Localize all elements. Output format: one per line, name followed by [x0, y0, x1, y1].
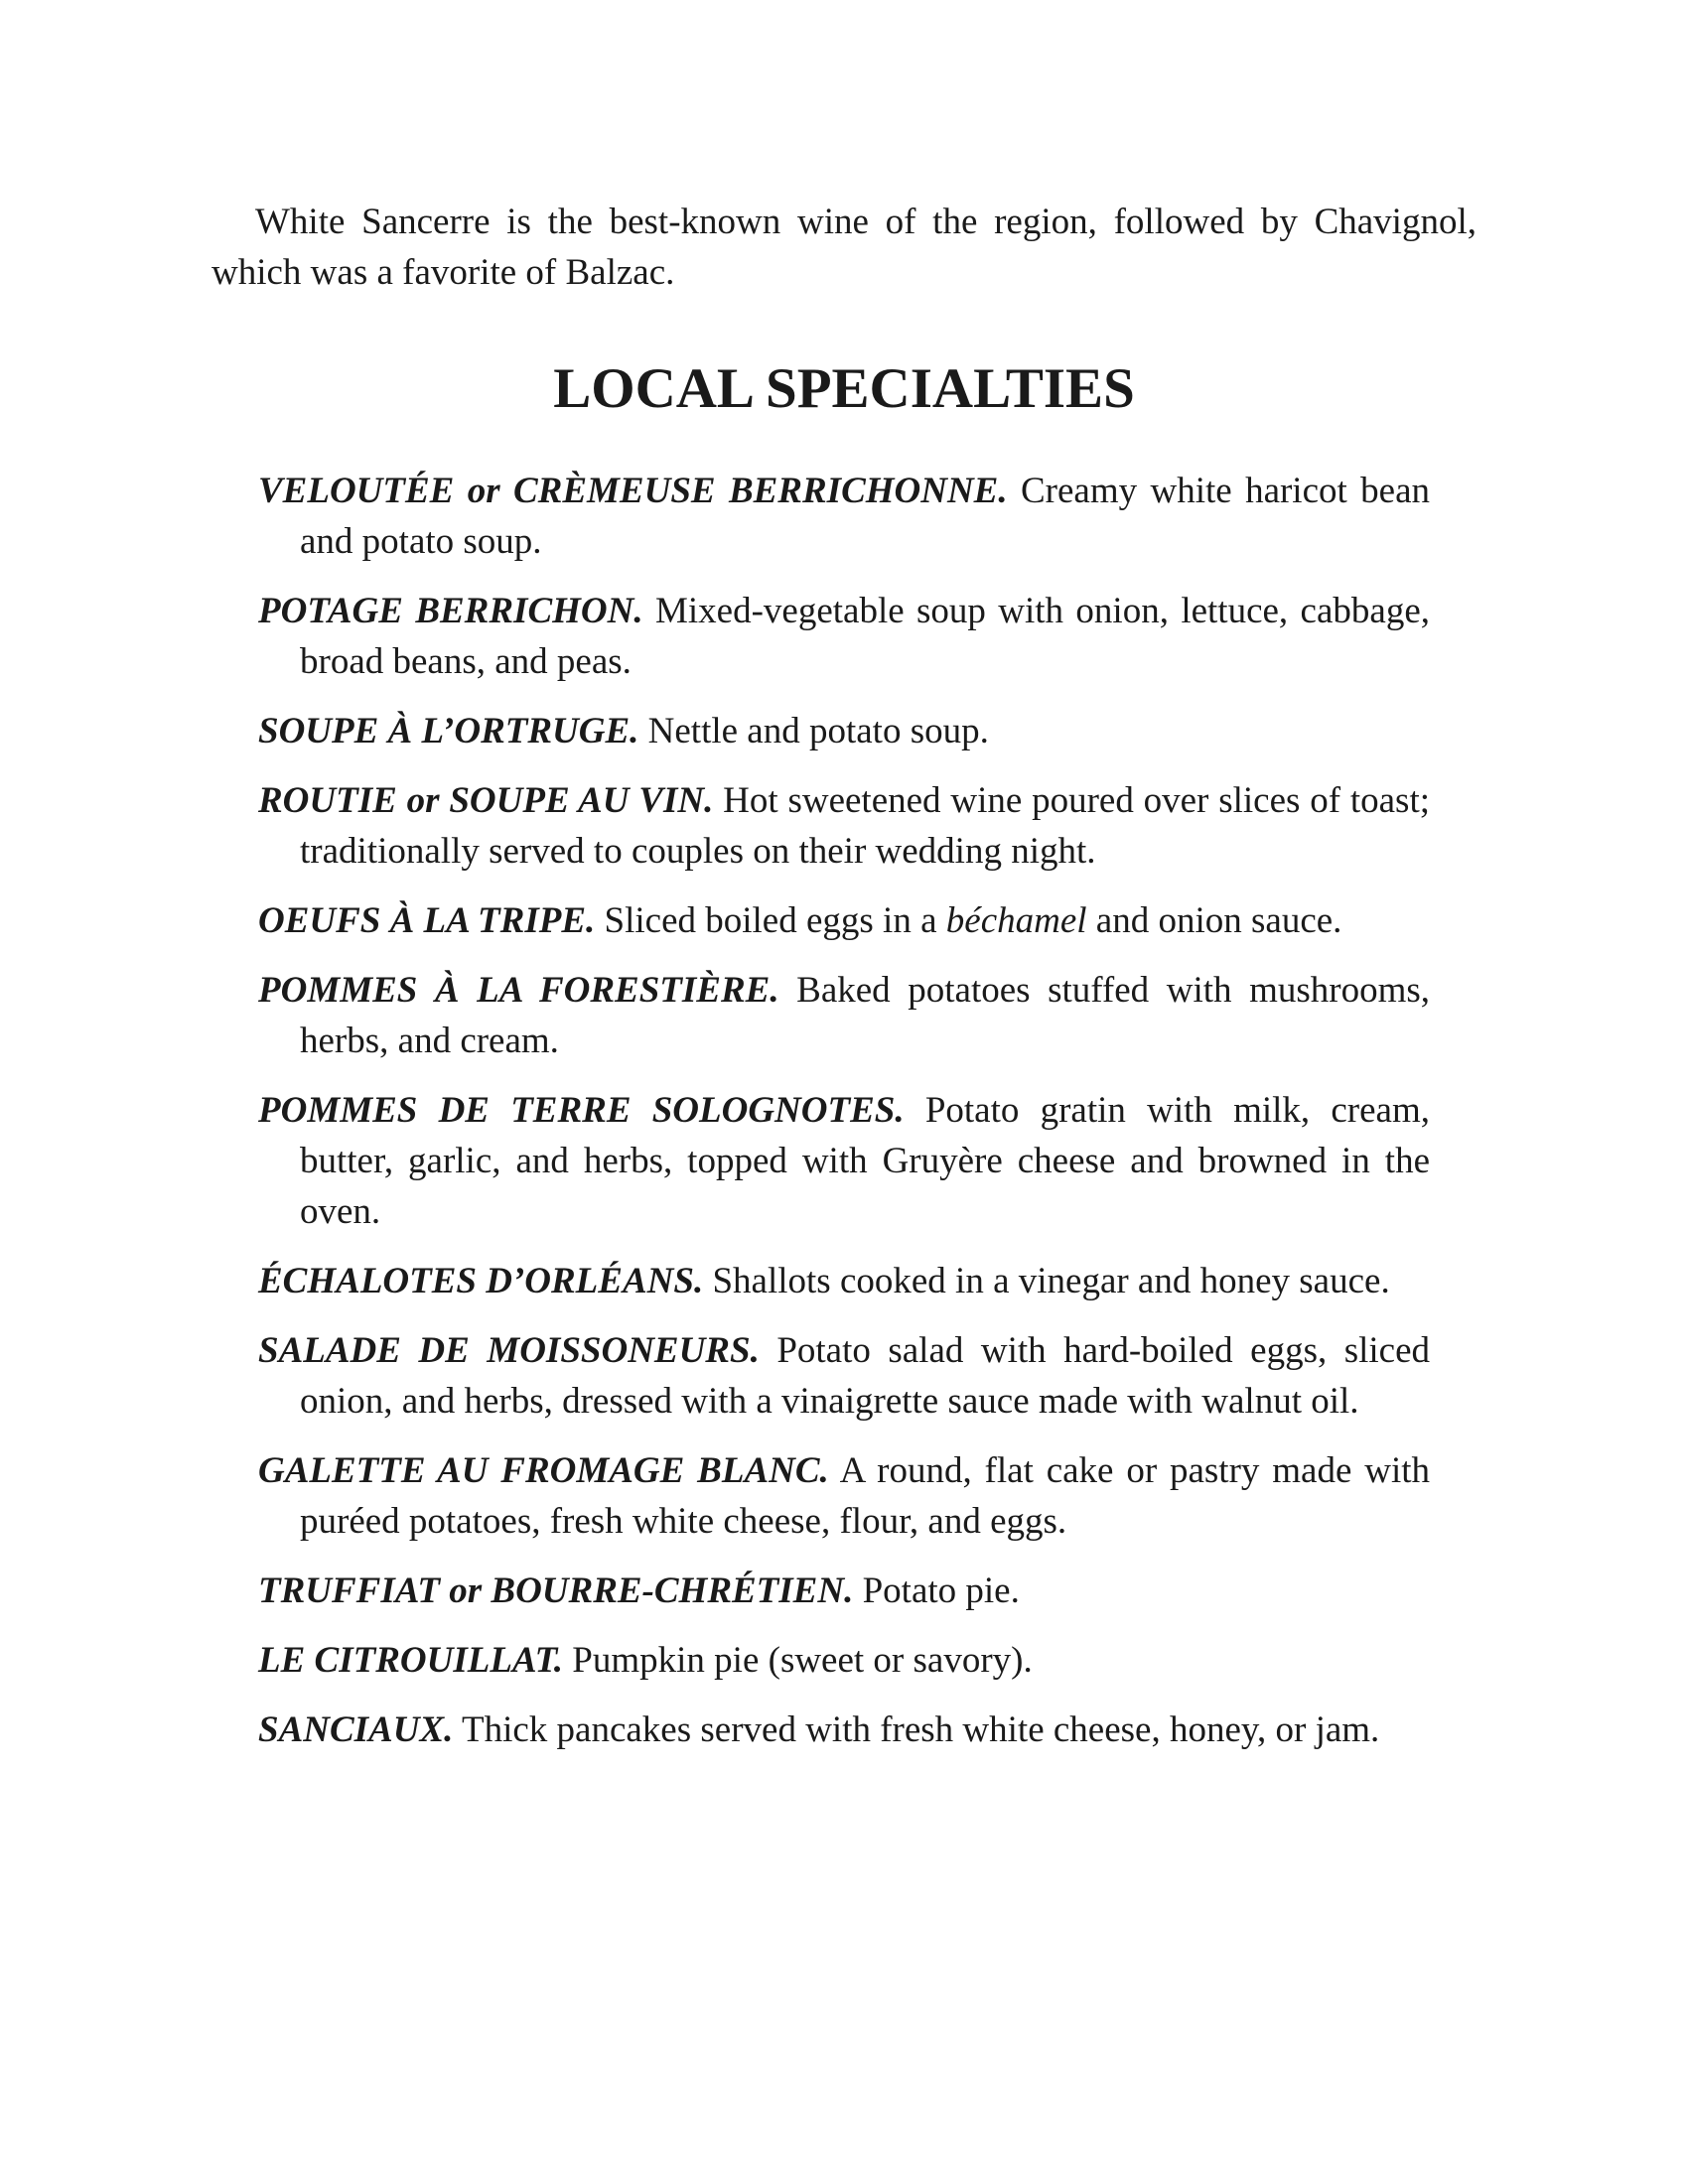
- entry-description: Baked potatoes stuffed with mushrooms, herbs, and cream.: [300, 970, 1430, 1061]
- entry-description: Creamy white haricot bean and potato soup.: [300, 471, 1431, 562]
- list-item: [258, 1085, 1430, 1237]
- entry-term: OEUFS À LA TRIPE.: [258, 900, 596, 941]
- entry-description: Potato pie.: [862, 1570, 1020, 1611]
- entry-description: Nettle and potato soup.: [647, 711, 989, 751]
- list-item: [258, 965, 1430, 1066]
- entry-term: VELOUTÉE or CRÈMEUSE BERRICHONNE.: [258, 471, 1008, 511]
- entry-term: ÉCHALOTES D’ORLÉANS.: [258, 1261, 704, 1301]
- entry-description: Sliced boiled eggs in a: [604, 900, 937, 941]
- list-item: [258, 1635, 1430, 1686]
- entry-description: Shallots cooked in a vinegar and honey sauce.: [712, 1261, 1390, 1301]
- list-item: [258, 466, 1430, 567]
- entry-term: POMMES À LA FORESTIÈRE.: [258, 970, 779, 1011]
- entry-term: LE CITROUILLAT.: [258, 1640, 564, 1681]
- list-item: [258, 586, 1430, 687]
- entry-term: SALADE DE MOISSONEURS.: [258, 1330, 760, 1371]
- entry-description: Mixed-vegetable soup with onion, lettuce, cabbage, broad beans, and peas.: [300, 591, 1430, 682]
- entry-term: SOUPE À L’ORTRUGE.: [258, 711, 639, 751]
- entry-description: Potato gratin with milk, cream, butter, garlic, and herbs, topped with Gruyère cheese and browned in the oven.: [300, 1090, 1431, 1232]
- entry-term: GALETTE AU FROMAGE BLANC.: [258, 1450, 829, 1491]
- entry-term: POMMES DE TERRE SOLOGNOTES.: [258, 1090, 905, 1131]
- section-heading: LOCAL SPECIALTIES: [553, 357, 1135, 420]
- list-item: [258, 1705, 1430, 1755]
- list-item: [258, 1445, 1430, 1547]
- list-item: [258, 1566, 1430, 1616]
- entry-description: Thick pancakes served with fresh white cheese, honey, or jam.: [461, 1709, 1380, 1750]
- list-item: [258, 1325, 1430, 1427]
- entry-description: Potato salad with hard-boiled eggs, sliced onion, and herbs, dressed with a vinaigrette sauce made with walnut oil.: [300, 1330, 1430, 1422]
- entry-description: Hot sweetened wine poured over slices of toast; traditionally served to couples on their wedding night.: [300, 780, 1431, 872]
- entry-term: ROUTIE or SOUPE AU VIN.: [258, 780, 714, 821]
- entry-term: TRUFFIAT or BOURRE-CHRÉTIEN.: [258, 1570, 854, 1611]
- list-item: [258, 775, 1430, 877]
- list-item: [258, 895, 1430, 946]
- entry-description: A round, flat cake or pastry made with puréed potatoes, fresh white cheese, flour, and eggs.: [300, 1450, 1431, 1542]
- list-item: [258, 706, 1430, 756]
- intro-paragraph: White Sancerre is the best-known wine of the region, followed by Chavignol, which was a favorite of Balzac.: [211, 202, 1477, 293]
- entry-term: SANCIAUX.: [258, 1709, 454, 1750]
- entry-description-end: and onion sauce.: [1095, 900, 1342, 941]
- entry-description: Pumpkin pie (sweet or savory).: [572, 1640, 1033, 1681]
- entry-description-italic: béchamel: [945, 900, 1087, 941]
- entry-term: POTAGE BERRICHON.: [258, 591, 643, 631]
- specialties-list: [258, 466, 1430, 1774]
- list-item: [258, 1256, 1430, 1306]
